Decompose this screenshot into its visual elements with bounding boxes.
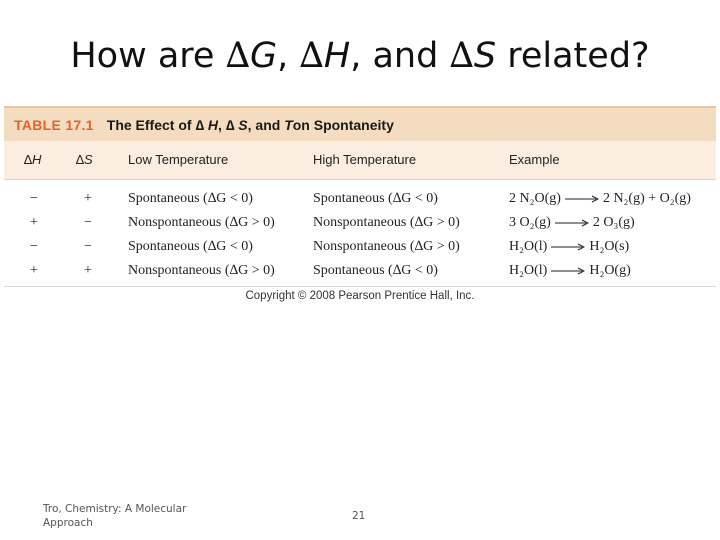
row-high-temp (313, 214, 460, 232)
cond-word: Spontaneous ( (313, 191, 393, 206)
delta-symbol: ∆ (229, 263, 239, 278)
row-delta-s: + (84, 191, 92, 206)
copyright-notice: Copyright © 2008 Pearson Prentice Hall, Inc. (245, 290, 475, 302)
caption-s: S (238, 116, 248, 133)
table-caption (4, 106, 716, 141)
delta-symbol: ∆ (195, 116, 205, 133)
delta-symbol: ∆ (299, 36, 324, 76)
delta-symbol: ∆ (76, 152, 84, 167)
reaction-arrow-icon (565, 195, 599, 203)
cond-word: Spontaneous ( (128, 239, 208, 254)
header-label: H (31, 152, 42, 167)
delta-symbol: ∆ (225, 116, 235, 133)
cond-value: G > 0) (238, 263, 275, 278)
cond-value: G > 0) (423, 215, 460, 230)
product: 2 N₂(g) + O₂(g) (602, 191, 691, 206)
reactant: 2 N₂O(g) (509, 191, 561, 206)
title-text: , (277, 36, 300, 76)
reaction-arrow-icon (551, 267, 585, 275)
row-delta-h: + (30, 263, 38, 278)
row-example (509, 190, 691, 208)
reactant: H₂O(l) (509, 263, 548, 278)
product: 2 O₃(g) (592, 215, 635, 230)
delta-symbol: ∆ (229, 215, 239, 230)
row-delta-s: − (84, 215, 92, 230)
cond-word: Nonspontaneous ( (128, 215, 230, 230)
header-low-temperature: Low Temperature (128, 152, 229, 167)
header-delta-h (24, 152, 41, 167)
reaction-arrow-icon (555, 219, 589, 227)
delta-symbol: ∆ (414, 239, 424, 254)
cond-value: G < 0) (216, 191, 253, 206)
row-low-temp (128, 214, 275, 232)
cond-word: Spontaneous ( (128, 191, 208, 206)
delta-symbol: ∆ (207, 191, 217, 206)
product: H₂O(s) (589, 239, 630, 254)
header-high-temperature: High Temperature (313, 152, 417, 167)
cond-value: G > 0) (423, 239, 460, 254)
table-label: TABLE 17.1 (14, 116, 94, 133)
row-high-temp (313, 262, 438, 280)
caption-t: T (284, 116, 293, 133)
cond-value: G < 0) (401, 191, 438, 206)
cond-word: Nonspontaneous ( (128, 263, 230, 278)
footer-source-line: Approach (43, 517, 93, 529)
reactant: H₂O(l) (509, 239, 548, 254)
row-example (509, 238, 629, 256)
delta-symbol: ∆ (449, 36, 474, 76)
caption-text: The Effect of (106, 116, 192, 133)
row-delta-h: − (30, 191, 38, 206)
row-delta-s: − (84, 239, 92, 254)
delta-symbol: ∆ (392, 263, 402, 278)
reaction-arrow-icon (551, 243, 585, 251)
spontaneity-table (4, 106, 716, 287)
caption-text: on Spontaneity (292, 116, 394, 133)
cond-value: G < 0) (216, 239, 253, 254)
title-text: How are (70, 36, 226, 76)
row-low-temp (128, 190, 253, 208)
delta-symbol: ∆ (225, 36, 251, 76)
table-header-row (4, 141, 716, 180)
page-number: 21 (352, 510, 366, 522)
reactant: 3 O₂(g) (509, 215, 551, 230)
row-delta-h: + (30, 215, 38, 230)
cond-word: Spontaneous ( (313, 263, 393, 278)
header-delta-s (76, 152, 93, 167)
cond-value: G > 0) (238, 215, 275, 230)
caption-text: , (218, 116, 222, 133)
row-low-temp (128, 262, 275, 280)
title-h: H (323, 36, 351, 76)
cond-word: Nonspontaneous ( (313, 239, 415, 254)
row-high-temp (313, 238, 460, 256)
title-g: G (250, 36, 278, 76)
delta-symbol: ∆ (392, 191, 402, 206)
cond-word: Nonspontaneous ( (313, 215, 415, 230)
table-body (4, 180, 716, 286)
title-s: S (473, 36, 497, 76)
caption-h: H (207, 116, 219, 133)
row-high-temp (313, 190, 438, 208)
footer-source (43, 502, 186, 530)
caption-text: , and (247, 116, 281, 133)
slide-title (0, 36, 720, 76)
header-example: Example (509, 152, 560, 167)
row-example (509, 214, 635, 232)
delta-symbol: ∆ (24, 152, 32, 167)
cond-value: G < 0) (401, 263, 438, 278)
title-text: related? (496, 36, 650, 76)
row-low-temp (128, 238, 253, 256)
row-delta-s: + (84, 263, 92, 278)
footer-source-line: Tro, Chemistry: A Molecular (43, 503, 187, 515)
title-text: , and (350, 36, 450, 76)
delta-symbol: ∆ (414, 215, 424, 230)
product: H₂O(g) (589, 263, 631, 278)
table-bottom-rule (4, 286, 716, 287)
row-delta-h: − (30, 239, 38, 254)
row-example (509, 262, 631, 280)
header-label: S (83, 152, 93, 167)
delta-symbol: ∆ (207, 239, 217, 254)
